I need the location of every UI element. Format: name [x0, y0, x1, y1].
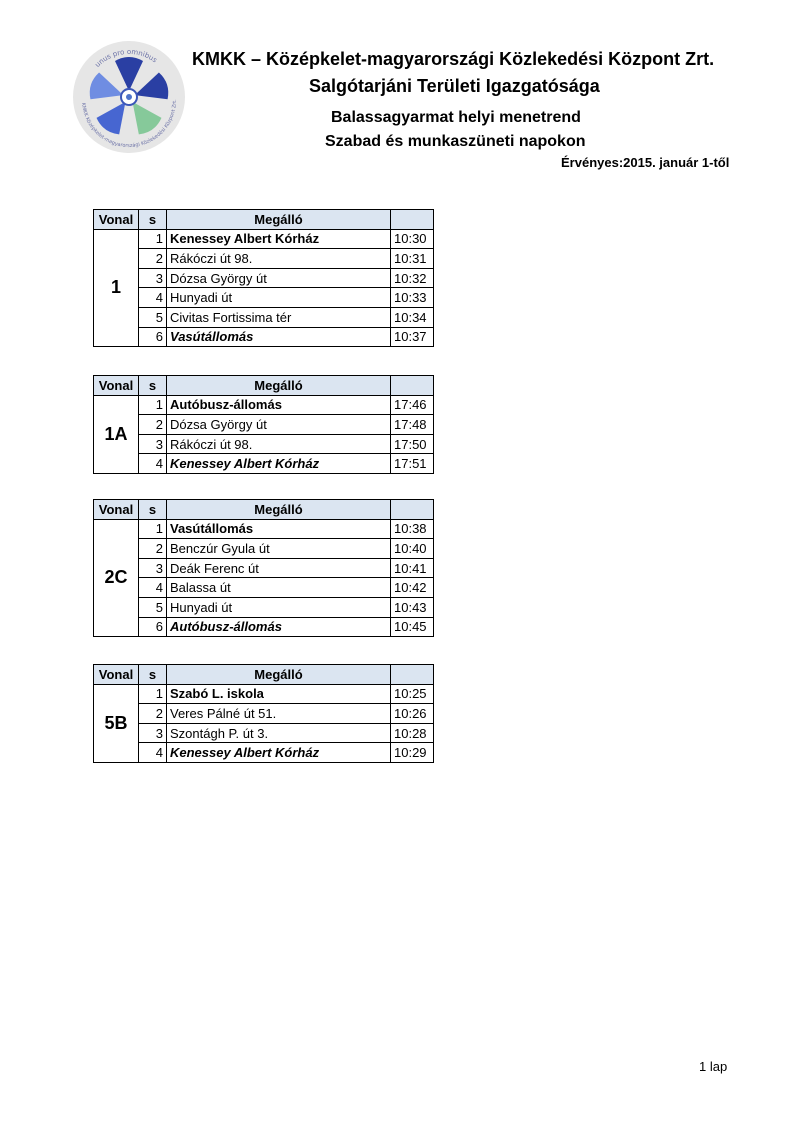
stop-time: 10:37	[391, 327, 434, 347]
stop-seq: 3	[139, 434, 167, 454]
col-seq-header: s	[139, 665, 167, 685]
stop-seq: 5	[139, 597, 167, 617]
stop-time: 10:45	[391, 617, 434, 637]
stop-name: Szabó L. iskola	[167, 684, 391, 704]
table-header-row	[94, 376, 434, 396]
stop-seq: 1	[139, 229, 167, 249]
logo-arc-text: KMKK Középkelet-magyarországi Közlekedési Központ Zrt.	[80, 99, 179, 150]
stop-time: 17:51	[391, 454, 434, 474]
col-line-header: Vonal	[94, 665, 139, 685]
route-number: 1	[94, 229, 139, 347]
stop-name: Kenessey Albert Kórház	[167, 454, 391, 474]
table-row	[94, 519, 434, 539]
stop-name: Balassa út	[167, 578, 391, 598]
stop-time: 10:41	[391, 558, 434, 578]
stop-name: Autóbusz-állomás	[167, 617, 391, 637]
stop-seq: 4	[139, 454, 167, 474]
stop-name: Benczúr Gyula út	[167, 539, 391, 559]
stop-time: 17:46	[391, 395, 434, 415]
stop-seq: 4	[139, 288, 167, 308]
stop-seq: 3	[139, 723, 167, 743]
route-number: 1A	[94, 395, 139, 473]
table-header-row	[94, 210, 434, 230]
table-row	[94, 743, 434, 763]
timetable-title: Balassagyarmat helyi menetrend	[331, 109, 581, 126]
table-row	[94, 434, 434, 454]
stop-name: Szontágh P. út 3.	[167, 723, 391, 743]
table-row	[94, 268, 434, 288]
col-line-header: Vonal	[94, 376, 139, 396]
route-table-1a	[93, 375, 434, 474]
org-name: KMKK – Középkelet-magyarországi Közlekedési Központ Zrt.	[192, 49, 715, 69]
stop-name: Rákóczi út 98.	[167, 249, 391, 269]
kmkk-logo-graphic	[72, 40, 186, 154]
table-row	[94, 307, 434, 327]
col-time-header	[391, 210, 434, 230]
table-row	[94, 684, 434, 704]
timetable-subtitle: Szabad és munkaszüneti napokon	[325, 133, 586, 150]
table-row	[94, 539, 434, 559]
col-seq-header: s	[139, 500, 167, 520]
route-table-1	[93, 209, 434, 347]
logo-motto: unus pro omnibus	[93, 47, 159, 69]
table-row	[94, 415, 434, 435]
stop-seq: 2	[139, 704, 167, 724]
table-header-row	[94, 665, 434, 685]
stop-name: Kenessey Albert Kórház	[167, 229, 391, 249]
route-table-5b	[93, 664, 434, 763]
stop-seq: 6	[139, 617, 167, 637]
route-table-2c	[93, 499, 434, 637]
table-row	[94, 704, 434, 724]
validity-date: Érvényes:2015. január 1-től	[561, 155, 730, 170]
stop-seq: 1	[139, 519, 167, 539]
stop-time: 10:31	[391, 249, 434, 269]
stop-seq: 2	[139, 415, 167, 435]
kmkk-logo	[72, 40, 186, 154]
stop-seq: 4	[139, 578, 167, 598]
stop-time: 10:42	[391, 578, 434, 598]
stop-seq: 3	[139, 558, 167, 578]
stop-name: Vasútállomás	[167, 327, 391, 347]
stop-name: Dózsa György út	[167, 268, 391, 288]
stop-seq: 4	[139, 743, 167, 763]
stop-time: 10:28	[391, 723, 434, 743]
stop-name: Civitas Fortissima tér	[167, 307, 391, 327]
col-line-header: Vonal	[94, 500, 139, 520]
stop-time: 17:48	[391, 415, 434, 435]
table-row	[94, 578, 434, 598]
stop-time: 10:38	[391, 519, 434, 539]
stop-name: Dózsa György út	[167, 415, 391, 435]
table-row	[94, 558, 434, 578]
table-row	[94, 288, 434, 308]
stop-time: 10:33	[391, 288, 434, 308]
col-seq-header: s	[139, 376, 167, 396]
table-row	[94, 229, 434, 249]
stop-time: 10:32	[391, 268, 434, 288]
table-row	[94, 723, 434, 743]
stop-name: Hunyadi út	[167, 597, 391, 617]
table-row	[94, 249, 434, 269]
stop-time: 17:50	[391, 434, 434, 454]
col-time-header	[391, 500, 434, 520]
stop-name: Kenessey Albert Kórház	[167, 743, 391, 763]
org-unit: Salgótarjáni Területi Igazgatósága	[309, 76, 600, 96]
col-time-header	[391, 376, 434, 396]
stop-seq: 6	[139, 327, 167, 347]
stop-name: Autóbusz-állomás	[167, 395, 391, 415]
stop-time: 10:26	[391, 704, 434, 724]
stop-seq: 5	[139, 307, 167, 327]
col-time-header	[391, 665, 434, 685]
stop-time: 10:40	[391, 539, 434, 559]
table-row	[94, 617, 434, 637]
stop-time: 10:25	[391, 684, 434, 704]
stop-seq: 1	[139, 684, 167, 704]
stop-seq: 2	[139, 249, 167, 269]
page-number: 1 lap	[699, 1059, 728, 1074]
table-row	[94, 454, 434, 474]
col-stop-header: Megálló	[167, 665, 391, 685]
stop-name: Vasútállomás	[167, 519, 391, 539]
stop-seq: 3	[139, 268, 167, 288]
table-row	[94, 395, 434, 415]
stop-time: 10:34	[391, 307, 434, 327]
col-stop-header: Megálló	[167, 500, 391, 520]
stop-name: Hunyadi út	[167, 288, 391, 308]
col-stop-header: Megálló	[167, 376, 391, 396]
stop-time: 10:29	[391, 743, 434, 763]
route-number: 2C	[94, 519, 139, 637]
route-number: 5B	[94, 684, 139, 762]
col-seq-header: s	[139, 210, 167, 230]
stop-seq: 2	[139, 539, 167, 559]
col-stop-header: Megálló	[167, 210, 391, 230]
table-row	[94, 597, 434, 617]
stop-time: 10:43	[391, 597, 434, 617]
stop-seq: 1	[139, 395, 167, 415]
stop-name: Deák Ferenc út	[167, 558, 391, 578]
stop-name: Rákóczi út 98.	[167, 434, 391, 454]
table-header-row	[94, 500, 434, 520]
stop-time: 10:30	[391, 229, 434, 249]
col-line-header: Vonal	[94, 210, 139, 230]
table-row	[94, 327, 434, 347]
stop-name: Veres Pálné út 51.	[167, 704, 391, 724]
